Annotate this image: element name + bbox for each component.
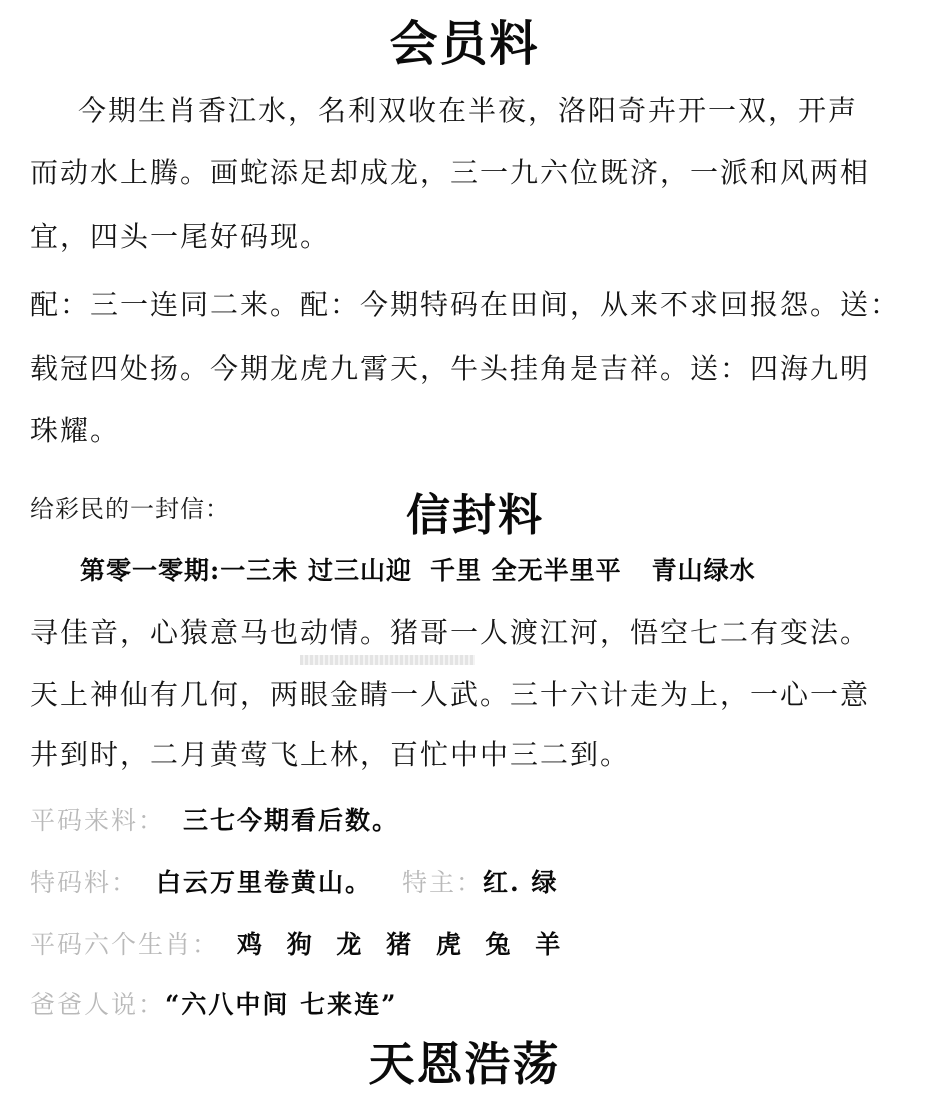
item-saying-value: “六八中间 七来连” (165, 990, 398, 1019)
member-line-4: 配：三一连同二来。配：今期特码在田间，从来不求回报怨。送： (30, 288, 901, 321)
item-special-code (30, 866, 558, 900)
envelope-line-1: 寻佳音，心猿意马也动情。猪哥一人渡江河，悟空七二有变法。 (30, 616, 871, 649)
scan-smudge (300, 655, 475, 665)
item-zodiac (30, 928, 568, 962)
envelope-line-3: 井到时，二月黄莺飞上林，百忙中中三二到。 (30, 738, 631, 771)
item-special-code-label: 特码料： (30, 868, 139, 897)
period-part-2: 千里 全无半里平 (429, 556, 622, 585)
item-special-code-value: 白云万里卷黄山。 (156, 868, 373, 897)
item-special-main-value: 红. 绿 (483, 868, 559, 897)
envelope-line-2: 天上神仙有几何，两眼金睛一人武。三十六计走为上，一心一意 (30, 678, 871, 711)
item-zodiac-value: 鸡 狗 龙 猪 虎 兔 羊 (237, 930, 569, 959)
item-saying (30, 988, 397, 1022)
item-saying-label: 爸爸人说： (30, 990, 166, 1019)
member-line-5: 载冠四处扬。今期龙虎九霄天，牛头挂角是吉祥。送：四海九明 (30, 352, 871, 385)
member-line-3: 宜，四头一尾好码现。 (30, 220, 331, 253)
footer-title: 天恩浩荡 (368, 1037, 561, 1091)
period-line (80, 554, 756, 588)
member-line-2: 而动水上腾。画蛇添足却成龙，三一九六位既济，一派和风两相 (30, 156, 871, 189)
envelope-section-title: 信封料 (406, 490, 544, 541)
item-flat-code-value: 三七今期看后数。 (183, 806, 400, 835)
period-part-1: 一三未 过三山迎 (220, 556, 412, 585)
member-section-title: 会员料 (389, 16, 540, 72)
greeting-text: 给彩民的一封信： (30, 495, 230, 523)
member-line-1: 今期生肖香江水，名利双收在半夜，洛阳奇卉开一双，开声 (78, 94, 859, 127)
item-flat-code (30, 804, 399, 838)
item-flat-code-label: 平码来料： (30, 806, 166, 835)
member-line-6: 珠耀。 (30, 414, 121, 447)
period-part-3: 青山绿水 (651, 556, 756, 585)
item-special-main-label: 特主： (402, 868, 484, 897)
period-label: 第零一零期: (80, 556, 221, 585)
item-zodiac-label: 平码六个生肖： (30, 930, 220, 959)
